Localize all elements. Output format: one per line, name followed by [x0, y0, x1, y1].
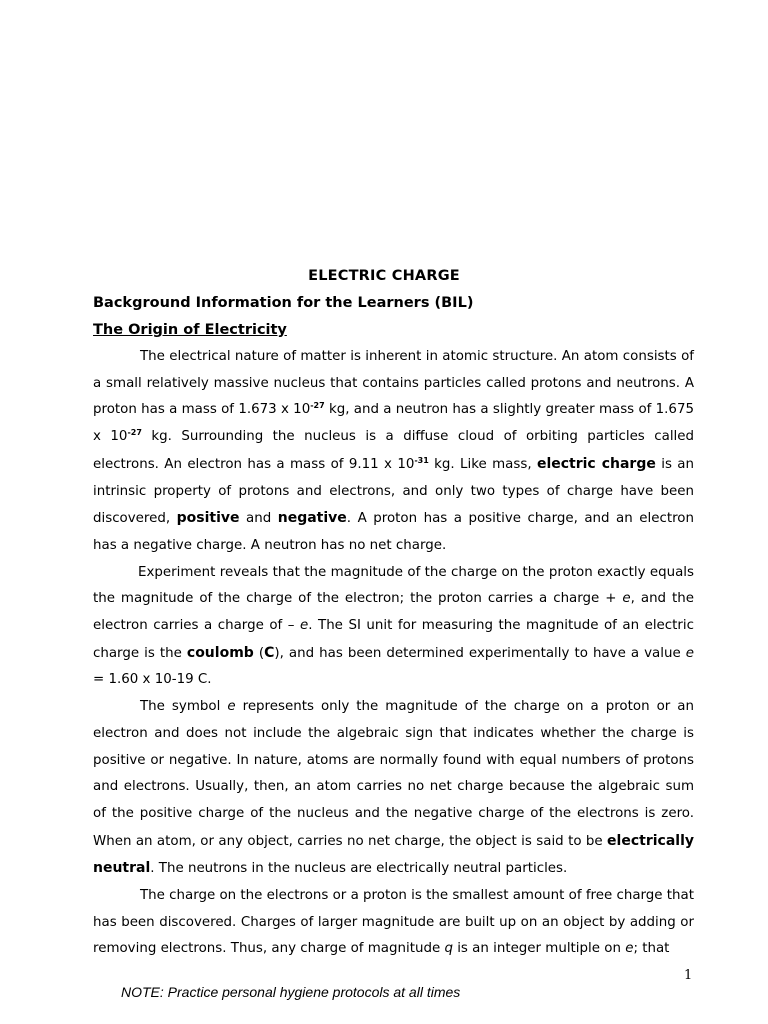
- paragraph-1: The electrical nature of matter is inherent in atomic structure. An atom consists of a small relatively massive nucleus that contains particles called protons and neutrons. A proton has a mass of 1.673 x $10^{-27}$ kg, and a neutron has a slightly greater mass of 1.675 x $10^{-27}$ kg. Surrounding the nucleus is a diffuse cloud of orbiting particles called electrons. An electron has a mass of 9.11 x $10^{-31}$ kg. Like mass, electric charge is an intrinsic property of protons and electrons, and only two types of charge have been discovered, positive and negative. A proton has a positive charge, and an electron has a negative charge. A neutron has no net charge.: [93, 349, 695, 553]
- section-heading: The Origin of Electricity: [93, 322, 287, 338]
- paragraph-3: The symbol e represents only the magnitude of the charge on a proton or an electron and does not include the algebraic sign that indicates whether the charge is positive or negative. In nature, atoms are normally found with equal numbers of protons and electrons. Usually, then, an atom carries no net charge because the algebraic sum of the positive charge of the nucleus and the negative charge of the electrons is zero. When an atom, or any object, carries no net charge, the object is said to be electrically neutral. The neutrons in the nucleus are electrically neutral particles.: [93, 699, 694, 877]
- page-number: 1: [684, 968, 693, 983]
- term-electrically-neutral: electrically neutral: [93, 832, 694, 877]
- term-positive: positive: [176, 510, 240, 527]
- term-unit-c: C: [264, 644, 275, 661]
- paragraph-2: Experiment reveals that the magnitude of the charge on the proton exactly equals the magnitude of the charge of the electron; the proton carries a charge + e, and the electron carries a charge of – e. The SI unit for measuring the magnitude of an electric charge is the coulomb (C), and has been determined experimentally to have a value e = 1.60 x 10-19 C.: [93, 564, 694, 688]
- paragraph-4: The charge on the electrons or a proton is the smallest amount of free charge that has been discovered. Charges of larger magnitude are built up on an object by adding or removing electrons. Thus, any charge of magnitude q is an integer multiple on e; that: [93, 888, 694, 957]
- term-electric-charge: electric charge: [536, 455, 656, 472]
- body-text: [93, 344, 694, 963]
- document-subtitle: Background Information for the Learners (BIL): [93, 295, 474, 311]
- term-coulomb: coulomb: [186, 644, 254, 661]
- term-negative: negative: [277, 510, 347, 527]
- footer-note: NOTE: Practice personal hygiene protocols at all times: [121, 984, 461, 1000]
- document-title: ELECTRIC CHARGE: [308, 268, 460, 284]
